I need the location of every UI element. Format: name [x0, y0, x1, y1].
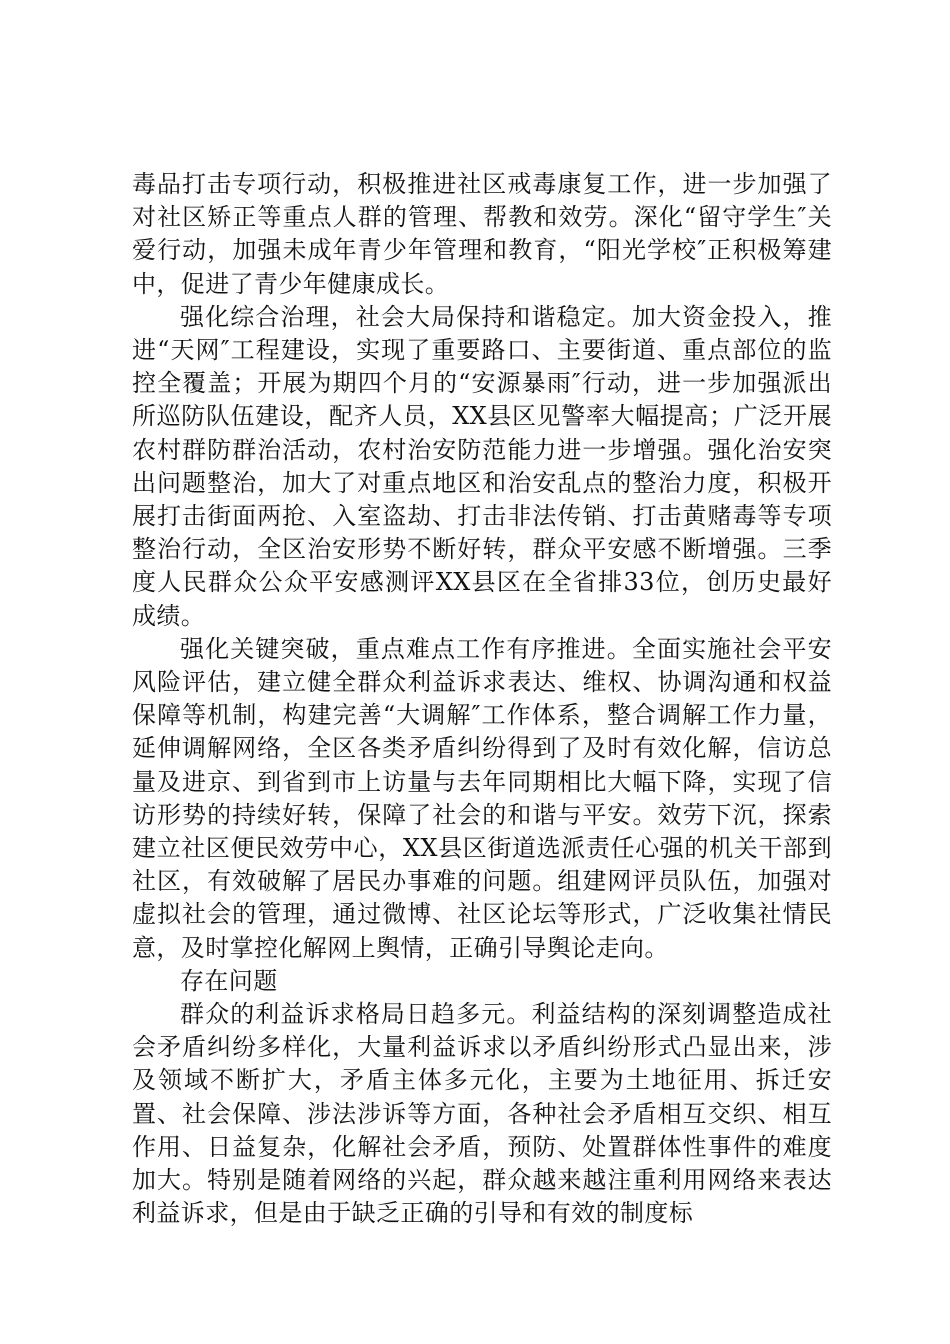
paragraph-interest-demands: 群众的利益诉求格局日趋多元。利益结构的深刻调整造成社会矛盾纠纷多样化，大量利益诉求以矛盾纠纷形式凸显出来，涉及领域不断扩大，矛盾主体多元化，主要为土地征用、拆迁安置、社会保障、涉法涉诉等方面，各种社会矛盾相互交织、相互作用、日益复杂，化解社会矛盾，预防、处置群体性事件的难度加大。特别是随着网络的兴起，群众越来越注重利用网络来表达利益诉求，但是由于缺乏正确的引导和有效的制度标: [132, 1000, 832, 1228]
document-body: [132, 168, 832, 1231]
paragraph-continuation: 毒品打击专项行动，积极推进社区戒毒康复工作，进一步加强了对社区矫正等重点人群的管理、帮教和效劳。深化“留守学生″关爱行动，加强未成年青少年管理和教育，“阳光学校″正积极筹建中，促进了青少年健康成长。: [132, 170, 832, 298]
section-heading-problems: 存在问题: [180, 966, 278, 995]
paragraph-comprehensive-governance: 强化综合治理，社会大局保持和谐稳定。加大资金投入，推进“天网″工程建设，实现了重要路口、主要街道、重点部位的监控全覆盖；开展为期四个月的“安源暴雨″行动，进一步加强派出所巡防队伍建设，配齐人员，XX县区见警率大幅提高；广泛开展农村群防群治活动，农村治安防范能力进一步增强。强化治安突出问题整治，加大了对重点地区和治安乱点的整治力度，积极开展打击街面两抢、入室盗劫、打击非法传销、打击黄赌毒等专项整治行动，全区治安形势不断好转，群众平安感不断增强。三季度人民群众公众平安感测评XX县区在全省排33位，创历史最好成绩。: [132, 302, 832, 630]
paragraph-key-breakthrough: 强化关键突破，重点难点工作有序推进。全面实施社会平安风险评估，建立健全群众利益诉求表达、维权、协调沟通和权益保障等机制，构建完善“大调解″工作体系，整合调解工作力量，延伸调解网络，全区各类矛盾纠纷得到了及时有效化解，信访总量及进京、到省到市上访量与去年同期相比大幅下降，实现了信访形势的持续好转，保障了社会的和谐与平安。效劳下沉，探索建立社区便民效劳中心，XX县区街道选派责任心强的机关干部到社区，有效破解了居民办事难的问题。组建网评员队伍，加强对虚拟社会的管理，通过微博、社区论坛等形式，广泛收集社情民意，及时掌控化解网上舆情，正确引导舆论走向。: [132, 634, 832, 962]
